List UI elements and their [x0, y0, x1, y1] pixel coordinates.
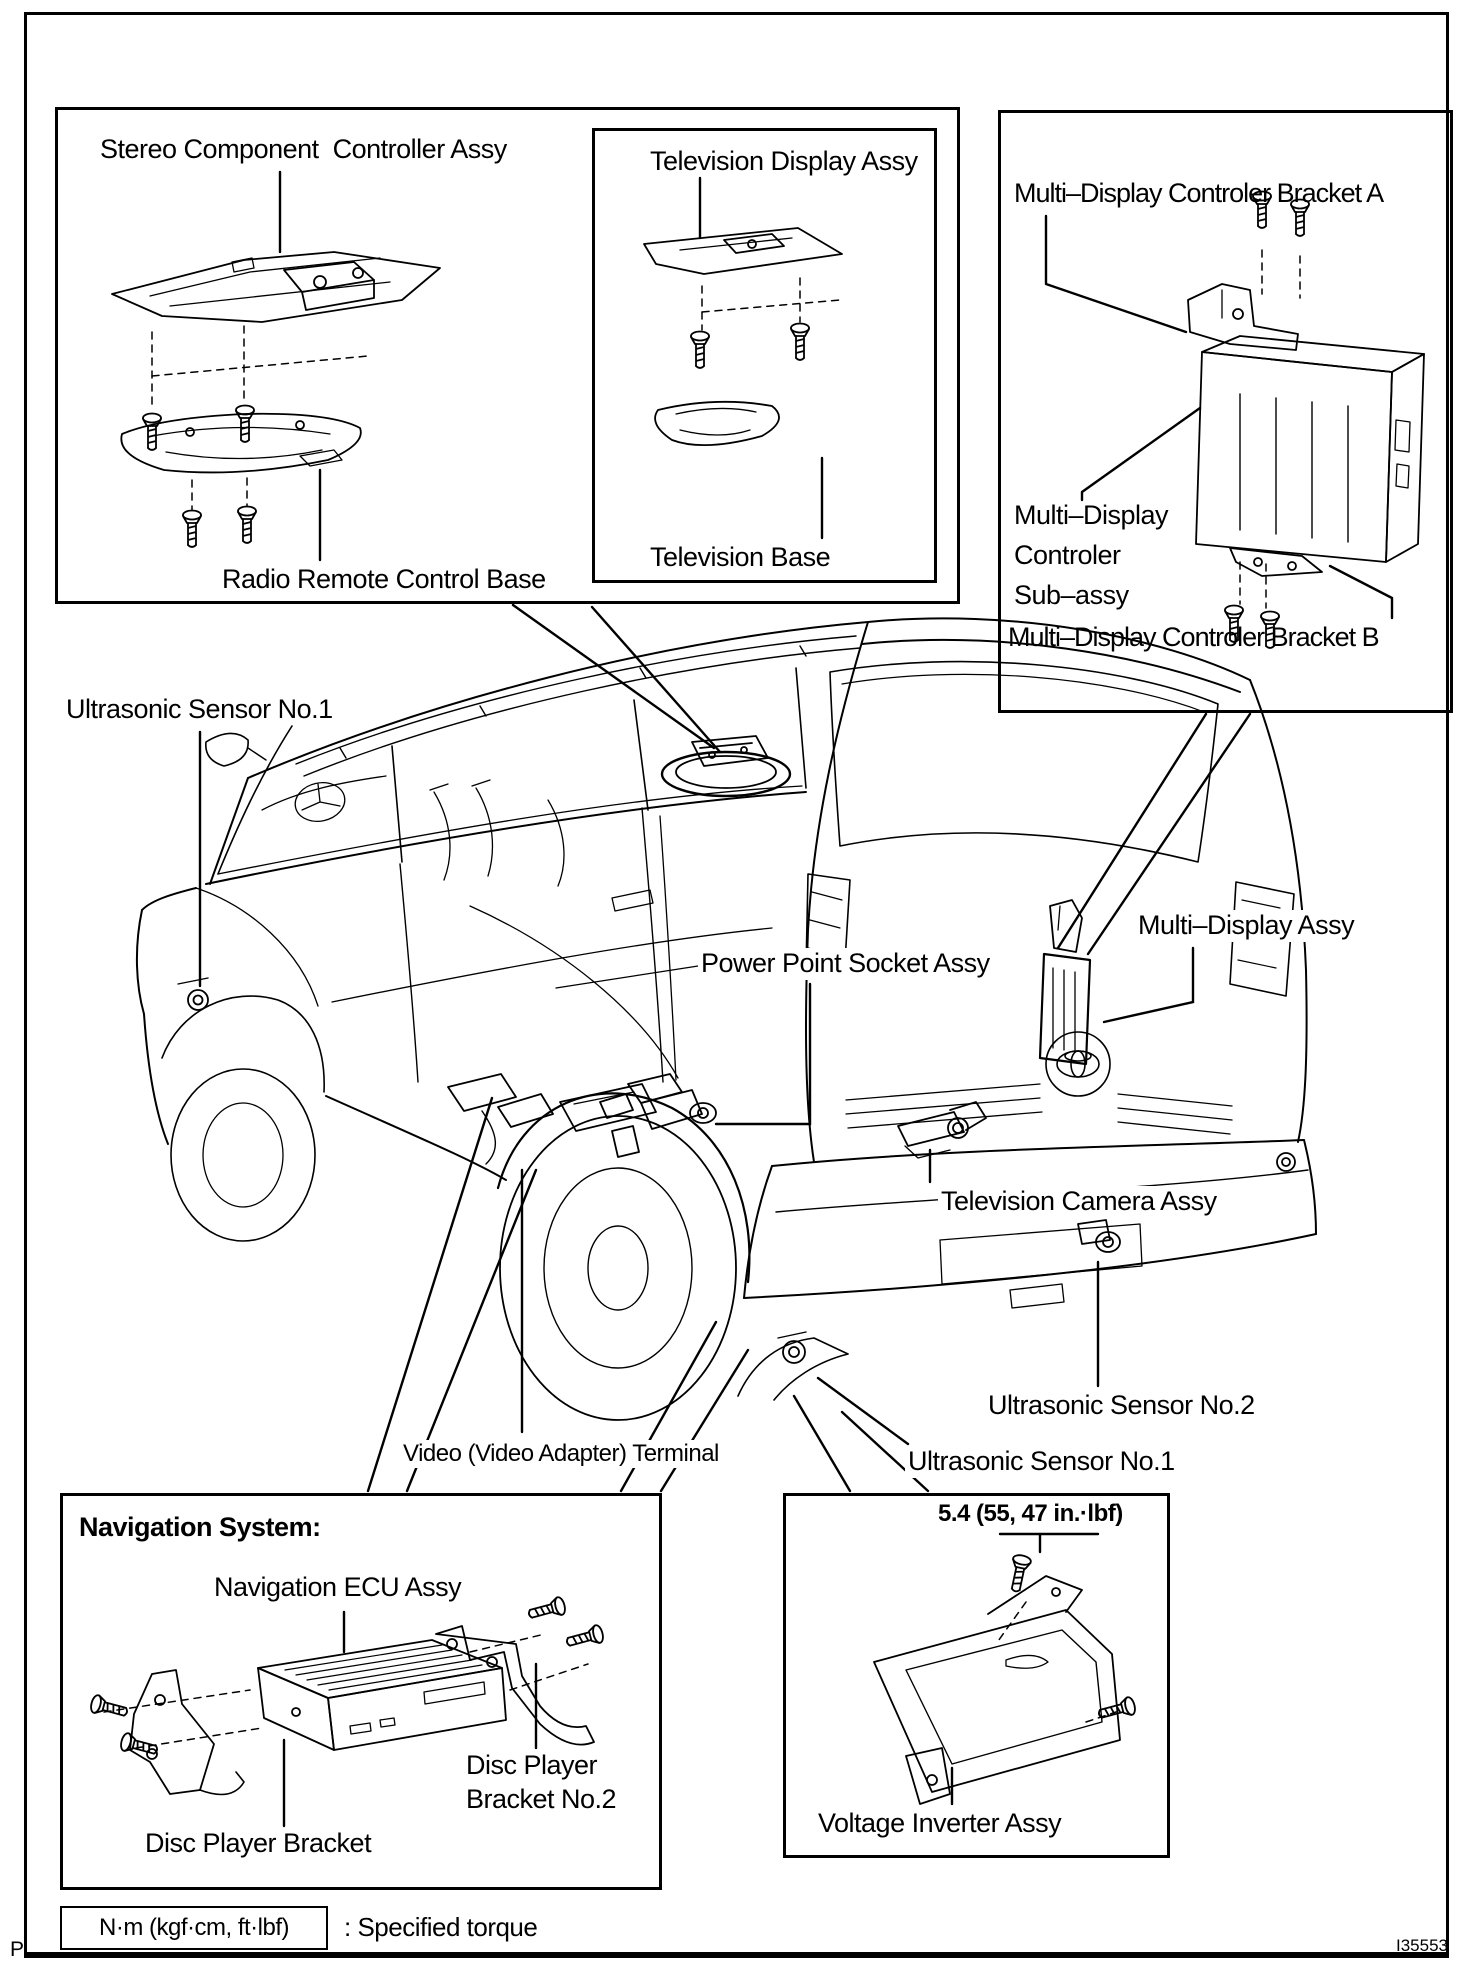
television-box: [592, 128, 937, 583]
torque-note-box: [60, 1906, 328, 1950]
ultrasonic1-bottom-label: Ultrasonic Sensor No.1: [905, 1446, 1178, 1478]
power-point-label: Power Point Socket Assy: [698, 948, 993, 980]
television-base-label: Television Base: [650, 542, 831, 572]
multi-display-assy-label: Multi–Display Assy: [1135, 910, 1357, 942]
disc-bracket-label: Disc Player Bracket: [145, 1828, 372, 1858]
torque-value-label: 5.4 (55, 47 in.·lbf): [935, 1500, 1126, 1528]
md-controller-label-3: Sub–assy: [1014, 580, 1129, 610]
voltage-inverter-label: Voltage Inverter Assy: [818, 1808, 1062, 1838]
md-bracket-a-label: Multi–Display Controler Bracket A: [1014, 178, 1384, 208]
md-controller-label-1: Multi–Display: [1014, 500, 1169, 530]
torque-note-label: N·m (kgf·cm, ft·lbf): [99, 1914, 289, 1941]
torque-note-description: : Specified torque: [344, 1912, 538, 1942]
tv-camera-label: Television Camera Assy: [938, 1186, 1220, 1218]
corner-mark: P: [10, 1938, 24, 1961]
ultrasonic1-top-label: Ultrasonic Sensor No.1: [66, 694, 333, 724]
ultrasonic2-label: Ultrasonic Sensor No.2: [985, 1390, 1258, 1422]
navigation-system-title: Navigation System:: [79, 1512, 321, 1542]
disc-bracket2-label-2: Bracket No.2: [466, 1784, 617, 1814]
md-controller-label-2: Controler: [1014, 540, 1121, 570]
radio-remote-base-label: Radio Remote Control Base: [222, 564, 546, 594]
voltage-inverter-box: [783, 1493, 1170, 1858]
video-terminal-label: Video (Video Adapter) Terminal: [400, 1440, 722, 1468]
stereo-controller-label: Stereo Component Controller Assy: [100, 134, 507, 164]
television-display-label: Television Display Assy: [650, 146, 918, 176]
md-bracket-b-label: Multi–Display Controler Bracket B: [1008, 622, 1379, 652]
figure-id: I35553: [1396, 1936, 1448, 1955]
disc-bracket2-label-1: Disc Player: [466, 1750, 598, 1780]
navigation-ecu-label: Navigation ECU Assy: [214, 1572, 462, 1602]
